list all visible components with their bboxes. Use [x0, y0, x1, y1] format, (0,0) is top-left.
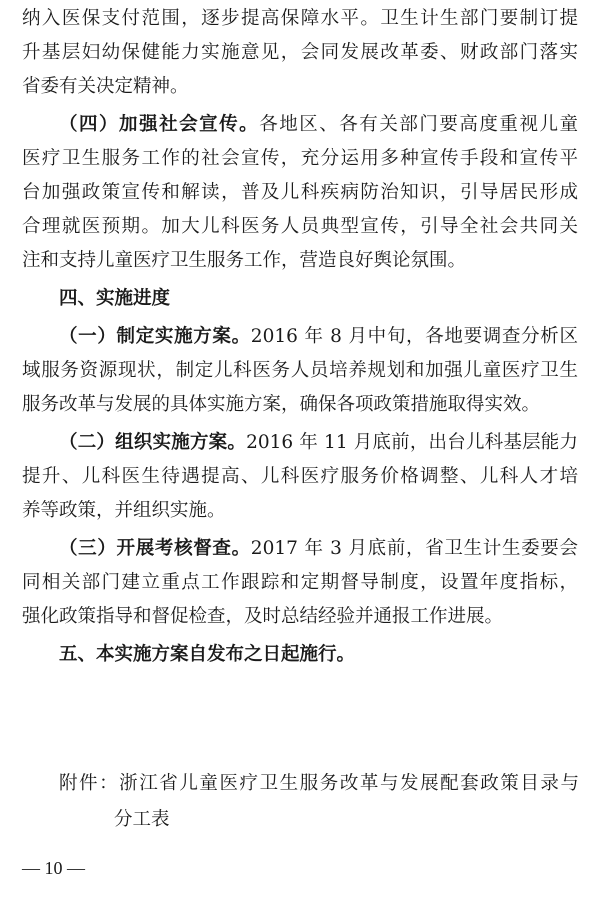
paragraph-heading: （三）开展考核督查。 [59, 538, 251, 559]
text-line: 提升、儿科医生待遇提高、儿科医疗服务价格调整、儿科人才培 [22, 466, 578, 487]
paragraph-publicity [22, 108, 578, 278]
text-line: 省委有关决定精神。 [22, 76, 189, 97]
text-line: 医疗卫生服务工作的社会宣传，充分运用多种宣传手段和宣传平 [22, 148, 578, 169]
paragraph-inspection [22, 532, 578, 634]
text-line: 强化政策指导和督促检查，及时总结经验并通报工作进展。 [22, 606, 504, 627]
text-line: （四）加强社会宣传。各地区、各有关部门要高度重视儿童 [59, 114, 578, 135]
paragraph-heading: （四）加强社会宣传。 [59, 114, 260, 135]
page-number: — 10 — [22, 858, 85, 878]
body-text [22, 2, 578, 672]
attachment-note [59, 766, 579, 838]
text-line: 升基层妇幼保健能力实施意见，会同发展改革委、财政部门落实 [22, 42, 578, 63]
section-title: 五、本实施方案自发布之日起施行。 [59, 644, 356, 665]
section-title: 四、实施进度 [59, 288, 171, 309]
section-heading-effective [22, 638, 578, 672]
paragraph-continuation [22, 2, 578, 104]
paragraph-heading: （二）组织实施方案。 [59, 432, 247, 453]
text-line: 台加强政策宣传和解读，普及儿科疾病防治知识，引导居民形成 [22, 182, 578, 203]
attachment-line: 分工表 [114, 809, 170, 830]
text-line: 域服务资源现状，制定儿科医务人员培养规划和加强儿童医疗卫生 [22, 360, 578, 381]
paragraph-heading: （一）制定实施方案。 [59, 326, 251, 347]
paragraph-implementation [22, 426, 578, 528]
text-line: （二）组织实施方案。2016 年 11 月底前，出台儿科基层能力 [59, 432, 578, 453]
section-heading-progress [22, 282, 578, 316]
text-line: 合理就医预期。加大儿科医务人员典型宣传，引导全社会共同关 [22, 216, 578, 237]
text-line: （三）开展考核督查。2017 年 3 月底前，省卫生计生委要会 [59, 538, 578, 559]
text-line: 同相关部门建立重点工作跟踪和定期督导制度，设置年度指标， [22, 572, 578, 593]
text-line: （一）制定实施方案。2016 年 8 月中旬，各地要调查分析区 [59, 326, 578, 347]
attachment-line: 附件：浙江省儿童医疗卫生服务改革与发展配套政策目录与 [59, 773, 579, 794]
paragraph-plan [22, 320, 578, 422]
text-line: 养等政策，并组织实施。 [22, 500, 226, 521]
text-line: 服务改革与发展的具体实施方案，确保各项政策措施取得实效。 [22, 394, 541, 415]
text-line: 注和支持儿童医疗卫生服务工作，营造良好舆论氛围。 [22, 250, 467, 271]
text-line: 纳入医保支付范围，逐步提高保障水平。卫生计生部门要制订提 [22, 8, 578, 29]
